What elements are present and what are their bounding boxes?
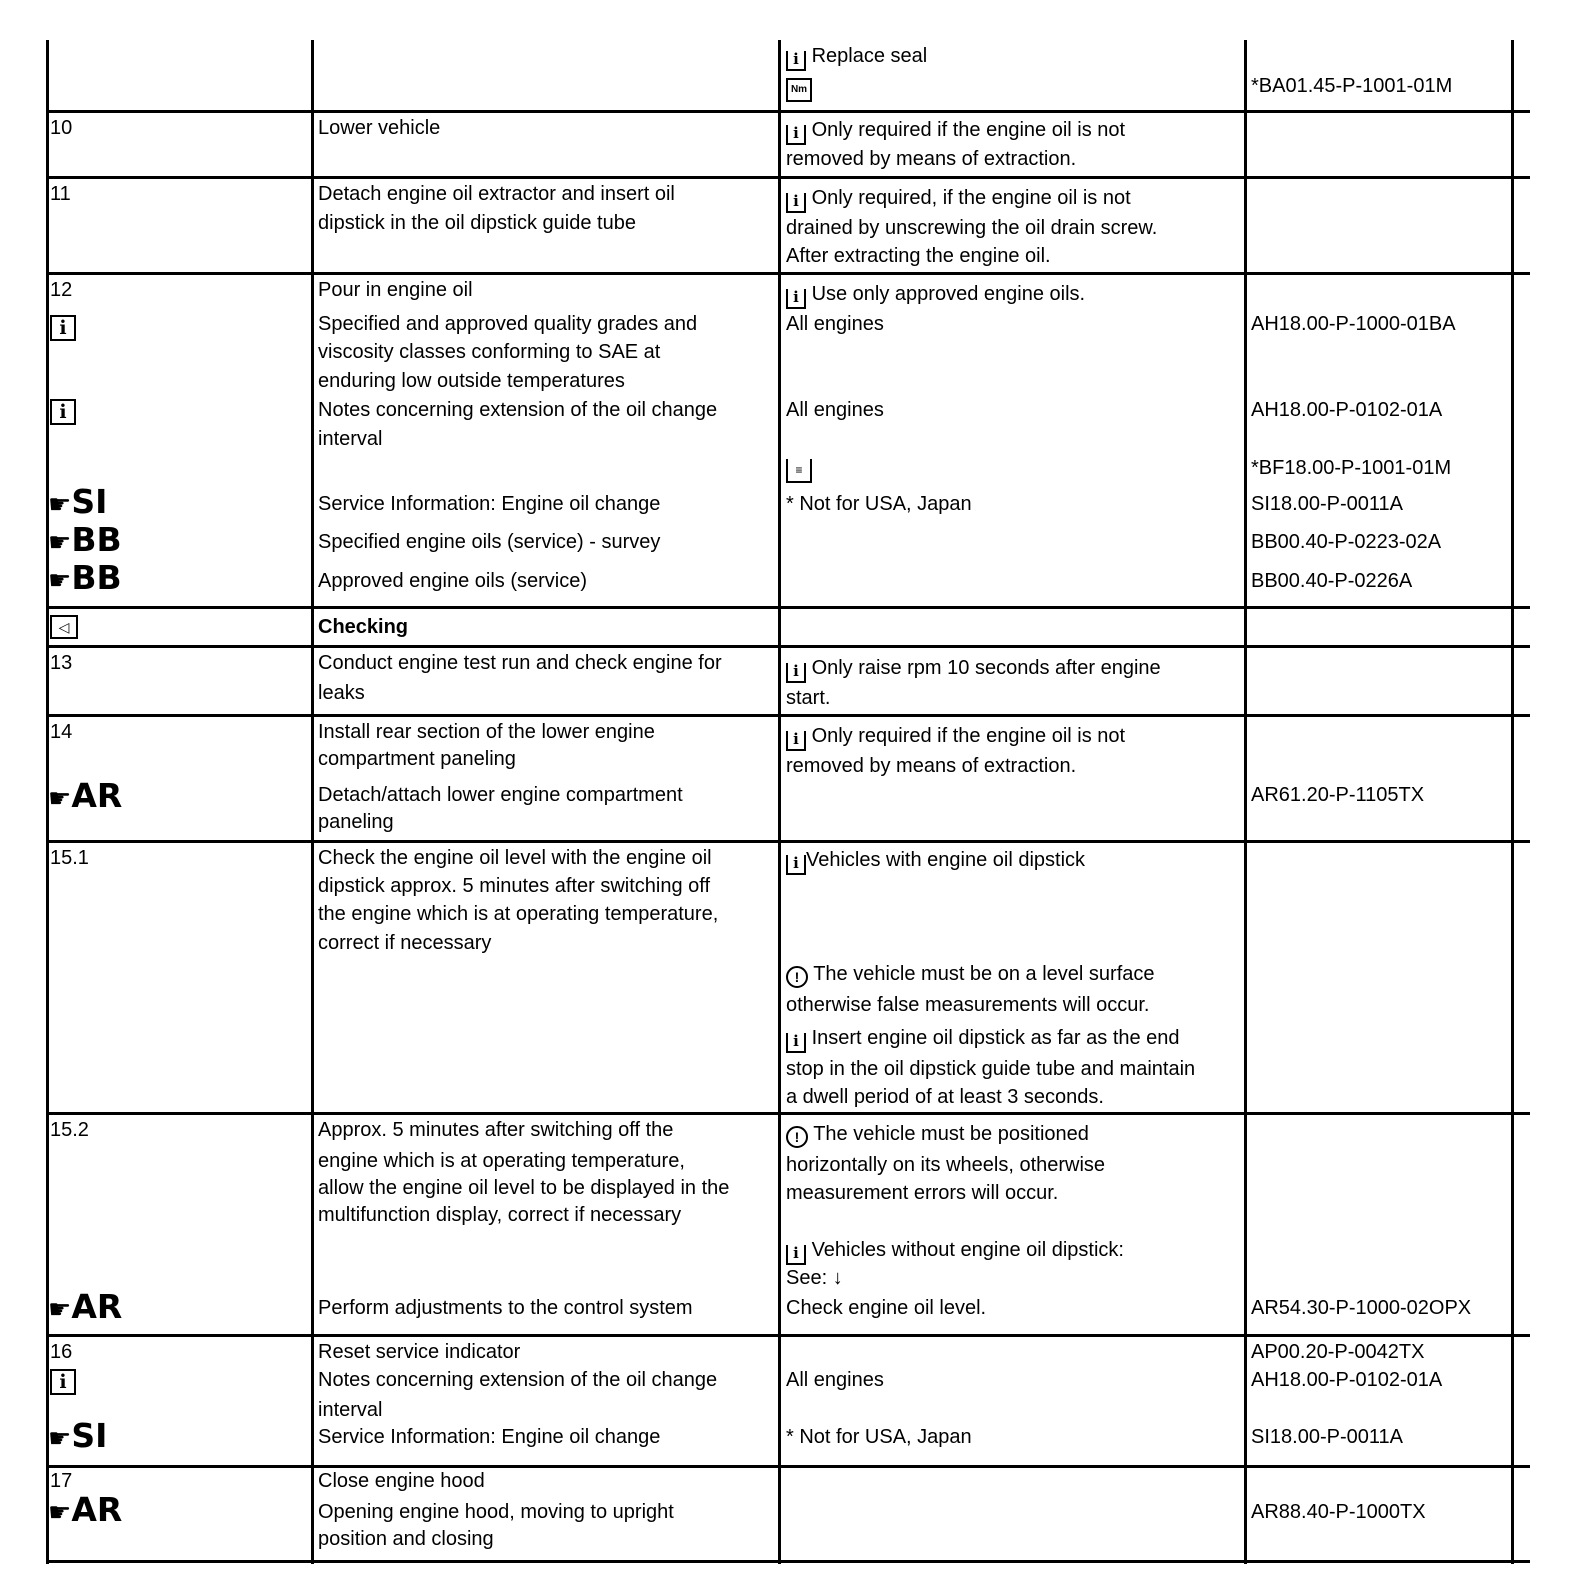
step-number: 12	[50, 279, 73, 301]
pointing-hand-icon: ☛	[48, 489, 72, 519]
step-number: 11	[50, 183, 71, 205]
grid-line-h4	[46, 606, 1530, 609]
note-text: All engines	[786, 399, 884, 421]
pointing-hand-icon: ☛	[48, 527, 72, 557]
torque-icon: Nm	[786, 78, 812, 102]
note-text: i Insert engine oil dipstick as far as the end	[786, 1024, 1180, 1053]
replace-seal-note	[786, 42, 927, 71]
task-text: Install rear section of the lower engine	[318, 721, 655, 743]
note-text: measurement errors will occur.	[786, 1182, 1059, 1204]
si-reference-icon: ☛SI	[48, 1416, 108, 1455]
ref-link[interactable]: AH18.00-P-1000-01BA	[1251, 313, 1456, 335]
ref-link[interactable]: AR88.40-P-1000TX	[1251, 1501, 1426, 1523]
task-text: viscosity classes conforming to SAE at	[318, 341, 661, 363]
note-text: ! The vehicle must be on a level surface	[786, 960, 1155, 988]
ref-link[interactable]: AR54.30-P-1000-02OPX	[1251, 1297, 1472, 1319]
note-text: After extracting the engine oil.	[786, 245, 1051, 267]
ref-link[interactable]: BB00.40-P-0226A	[1251, 570, 1413, 592]
note-text: i Only raise rpm 10 seconds after engine	[786, 654, 1161, 683]
note-text: i Vehicles without engine oil dipstick:	[786, 1236, 1124, 1265]
grid-line-h8	[46, 1112, 1530, 1115]
task-text: Perform adjustments to the control system	[318, 1297, 693, 1319]
grid-line-h6	[46, 714, 1530, 717]
ref-link[interactable]: *BF18.00-P-1001-01M	[1251, 457, 1452, 479]
task-text: Conduct engine test run and check engine for	[318, 652, 722, 674]
info-icon: i	[786, 663, 806, 683]
note-text: * Not for USA, Japan	[786, 493, 972, 515]
info-icon-cell	[50, 1366, 76, 1395]
note-text: removed by means of extraction.	[786, 755, 1077, 777]
task-text: the engine which is at operating temperature,	[318, 903, 719, 925]
task-text: Pour in engine oil	[318, 279, 473, 301]
task-text: Detach/attach lower engine compartment	[318, 784, 683, 806]
info-icon: i	[786, 289, 806, 309]
task-text: Notes concerning extension of the oil change	[318, 1369, 718, 1391]
task-text: Lower vehicle	[318, 117, 441, 139]
info-icon: i	[50, 399, 76, 425]
step-number: 17	[50, 1470, 73, 1492]
step-number: 15.2	[50, 1119, 89, 1141]
bb-reference-icon: ☛BB	[48, 558, 122, 597]
info-icon: i	[786, 1033, 806, 1053]
ar-reference-icon: ☛AR	[48, 1490, 123, 1529]
note-text: drained by unscrewing the oil drain screw.	[786, 217, 1158, 239]
note-text: All engines	[786, 1369, 884, 1391]
pointing-hand-icon: ☛	[48, 1294, 72, 1324]
task-text: Specified engine oils (service) - survey	[318, 531, 661, 553]
pointing-hand-icon: ☛	[48, 783, 72, 813]
oil-can-icon-wrap	[786, 454, 812, 483]
grid-line-h3	[46, 272, 1530, 275]
task-text: Approved engine oils (service)	[318, 570, 588, 592]
torque-icon-wrap	[786, 72, 812, 102]
caution-icon: !	[786, 1126, 808, 1148]
info-icon-cell	[50, 312, 76, 341]
ref-link[interactable]: BB00.40-P-0223-02A	[1251, 531, 1442, 553]
task-text: interval	[318, 428, 383, 450]
grid-line-h2	[46, 176, 1530, 179]
task-text: allow the engine oil level to be displayed in the	[318, 1177, 730, 1199]
caution-icon: !	[786, 966, 808, 988]
info-icon: i	[786, 125, 806, 145]
grid-line-h10	[46, 1465, 1530, 1468]
note-text: i Vehicles with engine oil dipstick	[786, 846, 1085, 875]
ref-link[interactable]: SI18.00-P-0011A	[1251, 493, 1403, 515]
note-text: i Only required if the engine oil is not	[786, 116, 1125, 145]
info-icon: i	[50, 315, 76, 341]
task-text: Reset service indicator	[318, 1341, 521, 1363]
grid-line-h1	[46, 110, 1530, 113]
task-text: paneling	[318, 811, 394, 833]
grid-line-h7	[46, 840, 1530, 843]
ref-link[interactable]: AR61.20-P-1105TX	[1251, 784, 1425, 806]
task-text: multifunction display, correct if necessary	[318, 1204, 682, 1226]
note-text: ! The vehicle must be positioned	[786, 1120, 1089, 1148]
step-number: 14	[50, 721, 73, 743]
pointing-hand-icon: ☛	[48, 1497, 72, 1527]
task-text: enduring low outside temperatures	[318, 370, 625, 392]
ar-reference-icon: ☛AR	[48, 1287, 123, 1326]
info-icon: i	[786, 855, 806, 875]
step-number: 15.1	[50, 847, 89, 869]
note-text: horizontally on its wheels, otherwise	[786, 1154, 1106, 1176]
step-number: 13	[50, 652, 73, 674]
note-text: i Only required if the engine oil is not	[786, 722, 1125, 751]
note-text: start.	[786, 687, 831, 709]
task-text: compartment paneling	[318, 748, 516, 770]
note-text: otherwise false measurements will occur.	[786, 994, 1150, 1016]
note-text: a dwell period of at least 3 seconds.	[786, 1086, 1104, 1108]
task-text: Specified and approved quality grades and	[318, 313, 698, 335]
task-text: Notes concerning extension of the oil change	[318, 399, 718, 421]
note-text: removed by means of extraction.	[786, 148, 1077, 170]
note-text: stop in the oil dipstick guide tube and maintain	[786, 1058, 1196, 1080]
pointing-hand-icon: ☛	[48, 565, 72, 595]
back-arrow-icon: ◁	[50, 615, 78, 639]
task-text: dipstick in the oil dipstick guide tube	[318, 212, 636, 234]
grid-line-h9	[46, 1334, 1530, 1337]
info-icon: i	[786, 1245, 806, 1265]
task-text: position and closing	[318, 1528, 494, 1550]
ref-link[interactable]: AP00.20-P-0042TX	[1251, 1341, 1425, 1363]
note-text: * Not for USA, Japan	[786, 1426, 972, 1448]
grid-line-h5	[46, 645, 1530, 648]
back-icon-wrap	[50, 612, 78, 640]
task-text: correct if necessary	[318, 932, 492, 954]
task-text: dipstick approx. 5 minutes after switching off	[318, 875, 711, 897]
task-text: Service Information: Engine oil change	[318, 493, 661, 515]
task-text: interval	[318, 1399, 383, 1421]
ref-link[interactable]: AH18.00-P-0102-01A	[1251, 1369, 1443, 1391]
ref-link[interactable]: AH18.00-P-0102-01A	[1251, 399, 1443, 421]
oil-can-icon: ≡	[786, 459, 812, 483]
info-icon: i	[786, 193, 806, 213]
info-icon: i	[50, 1369, 76, 1395]
step-number: 10	[50, 117, 73, 139]
task-text: Approx. 5 minutes after switching off the	[318, 1119, 674, 1141]
note-text: i Use only approved engine oils.	[786, 280, 1085, 309]
info-icon: i	[786, 731, 806, 751]
step-number: 16	[50, 1341, 73, 1363]
task-text: Detach engine oil extractor and insert oil	[318, 183, 675, 205]
note-text: Check engine oil level.	[786, 1297, 987, 1319]
task-text: Service Information: Engine oil change	[318, 1426, 661, 1448]
task-text: Opening engine hood, moving to upright	[318, 1501, 674, 1523]
ref-link[interactable]: *BA01.45-P-1001-01M	[1251, 75, 1453, 97]
task-text: Check the engine oil level with the engine oil	[318, 847, 712, 869]
pointing-hand-icon: ☛	[48, 1423, 72, 1453]
note-text: Replace seal	[811, 45, 928, 67]
grid-line-h11	[46, 1560, 1530, 1563]
note-text: i Only required, if the engine oil is not	[786, 184, 1131, 213]
note-text: See: ↓	[786, 1267, 843, 1289]
ref-link[interactable]: SI18.00-P-0011A	[1251, 1426, 1403, 1448]
note-text: All engines	[786, 313, 884, 335]
ar-reference-icon: ☛AR	[48, 776, 123, 815]
si-reference-icon: ☛SI	[48, 482, 108, 521]
bb-reference-icon: ☛BB	[48, 520, 122, 559]
info-icon: i	[786, 51, 806, 71]
task-text: Close engine hood	[318, 1470, 485, 1492]
section-heading: Checking	[318, 616, 409, 638]
task-text: engine which is at operating temperature,	[318, 1150, 685, 1172]
info-icon-cell	[50, 396, 76, 425]
task-text: leaks	[318, 682, 365, 704]
